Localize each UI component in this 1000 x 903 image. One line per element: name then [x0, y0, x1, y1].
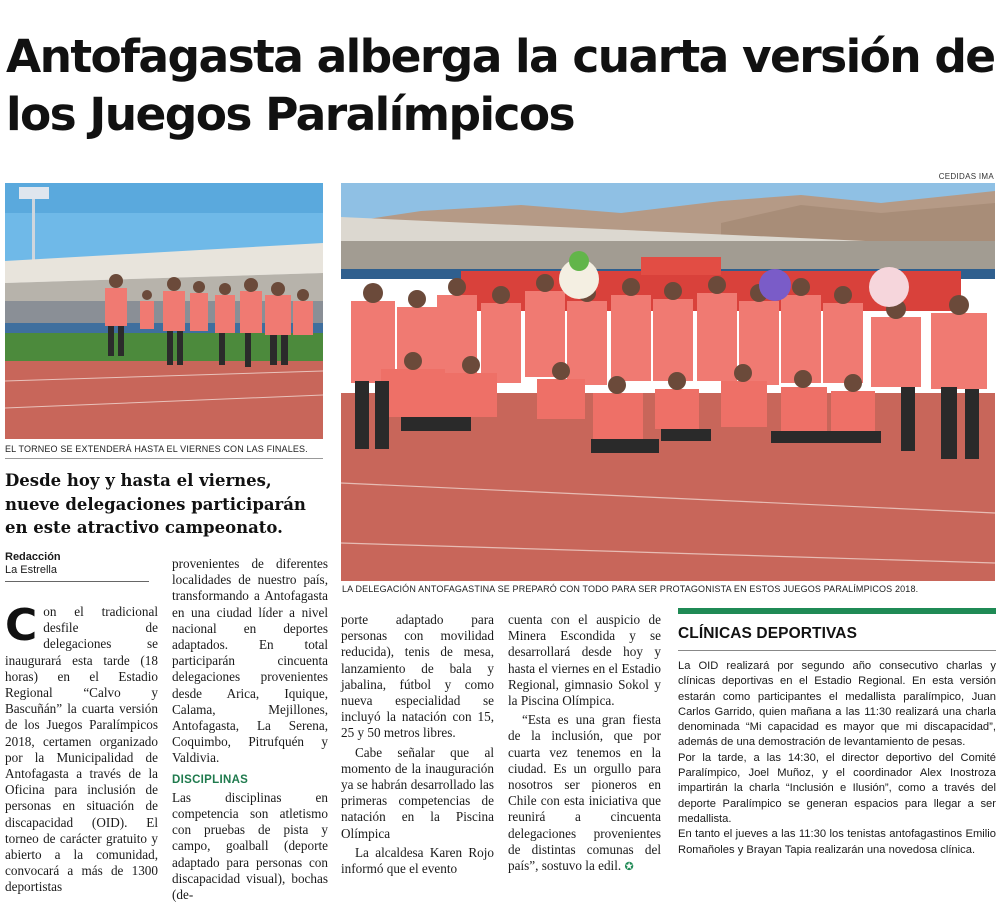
left-photo-illustration [5, 183, 323, 439]
byline-divider [5, 581, 149, 582]
byline-outlet: La Estrella [5, 564, 57, 576]
left-photo [5, 183, 323, 439]
section-subhead: DISCIPLINAS [172, 773, 249, 786]
left-photo-caption: EL TORNEO SE EXTENDERÁ HASTA EL VIERNES CON LAS FINALES. [5, 444, 308, 454]
headline: Antofagasta alberga la cuarta versión de los Juegos Paralímpicos [6, 30, 995, 141]
article-paragraph: cuenta con el auspicio de Minera Escondida y se desarrollará desde hoy y hasta el viernes en el Estadio Regional, gimnasio Sokol y la Piscina Olímpica. [508, 612, 661, 709]
main-photo-caption: LA DELEGACIÓN ANTOFAGASTINA SE PREPARÓ CON TODO PARA SER PROTAGONISTA EN ESTOS JUEGOS PARALÍMPICOS 2018. [342, 584, 919, 594]
article-column-1 [5, 600, 158, 896]
byline [5, 551, 61, 577]
article-paragraph: porte adaptado para personas con movilidad reducida), tenis de mesa, lanzamiento de bala y jabalina, fútbol y como nueva especialidad se incluyó la natación con 15, 25 y 50 metros libres. [341, 612, 494, 741]
end-mark-icon: ✪ [624, 860, 634, 874]
article-paragraph: Cabe señalar que al momento de la inauguración ya se habrán desarrollado las primeras competencias de natación en la Piscina Olímpica [341, 744, 494, 841]
sidebar-body [678, 659, 996, 858]
photo-credit: CEDIDAS IMA [938, 172, 994, 181]
sidebar-paragraph: La OID realizará por segundo año consecutivo charlas y clínicas deportivas en el Estadio Regional. En esta versión estarán como participantes el medallista paralímpico, Juan Carlos Garrido, quien mañana a las 11:30 realizará una charla denominada “Mi capacidad es mayor que mi discapacidad”, además de una demostración de levantamiento de pesas. [678, 660, 996, 749]
article-paragraph: on el tradicional desfile de delegaciones se inaugurará esta tarde (18 horas) en el Estadio Regional “Calvo y Bascuñán” la cuarta versión de los Juegos Paralímpicos 2018, certamen organizado por la Municipalidad de Antofagasta a través de la Oficina para inclusión de personas en situación de discapacidad (OID). El torneo de carácter gratuito y abierto a la comunidad, convocará a más de 1300 deportistas [5, 604, 158, 895]
main-photo [341, 183, 995, 581]
main-photo-illustration [341, 183, 995, 581]
sidebar-paragraph: Por la tarde, a las 14:30, el director deportivo del Comité Paralímpico, Joel Muñoz, y el coordinador Alex Inostroza impartirán la charla “Inclusión e Ilusión”, como a través del deporte Paralímpico se generan espacios para llegar a ser medallista. [678, 751, 996, 825]
sidebar-divider [678, 650, 996, 651]
article-paragraph: Las disciplinas en competencia son atletismo con pruebas de pista y campo, goalball (deporte adaptado para personas con discapacidad visual), bochas (de- [172, 789, 328, 903]
article-paragraph [508, 712, 661, 875]
article-paragraph: provenientes de diferentes localidades de nuestro país, transformando a Antofagasta en una ciudad líder a nivel nacional en deportes adaptados. En total participarán cincuenta delegaciones provenientes desde Arica, Iquique, Calama, Mejillones, Antofagasta, La Serena, Coquimbo, Pitrufquén y Valdivia. [172, 556, 328, 766]
divider [5, 458, 323, 459]
quote-text: “Esta es una gran fiesta de la inclusión, que por cuarta vez tenemos en la ciudad. Es un orgullo para nosotros ser pioneros en Chile con esta iniciativa que reunirá a cincuenta delegaciones provenientes de distintas comunas del país”, sostuvo la edil. [508, 712, 661, 874]
sidebar-paragraph: En tanto el jueves a las 11:30 los tenistas antofagastinos Emilio Romañoles y Brayan Tapia realizarán una novedosa clínica. [678, 828, 996, 856]
sidebar-title: CLÍNICAS DEPORTIVAS [678, 625, 858, 642]
deck: Desde hoy y hasta el viernes, nueve delegaciones participarán en este atractivo campeonato. [5, 471, 306, 537]
byline-author: Redacción [5, 551, 61, 563]
article-column-3 [341, 612, 494, 877]
sidebar-accent-bar [678, 608, 996, 614]
article-paragraph: La alcaldesa Karen Rojo informó que el evento [341, 844, 494, 877]
drop-cap: C [5, 600, 38, 651]
article-column-4 [508, 612, 661, 875]
article-column-2 [172, 556, 328, 903]
